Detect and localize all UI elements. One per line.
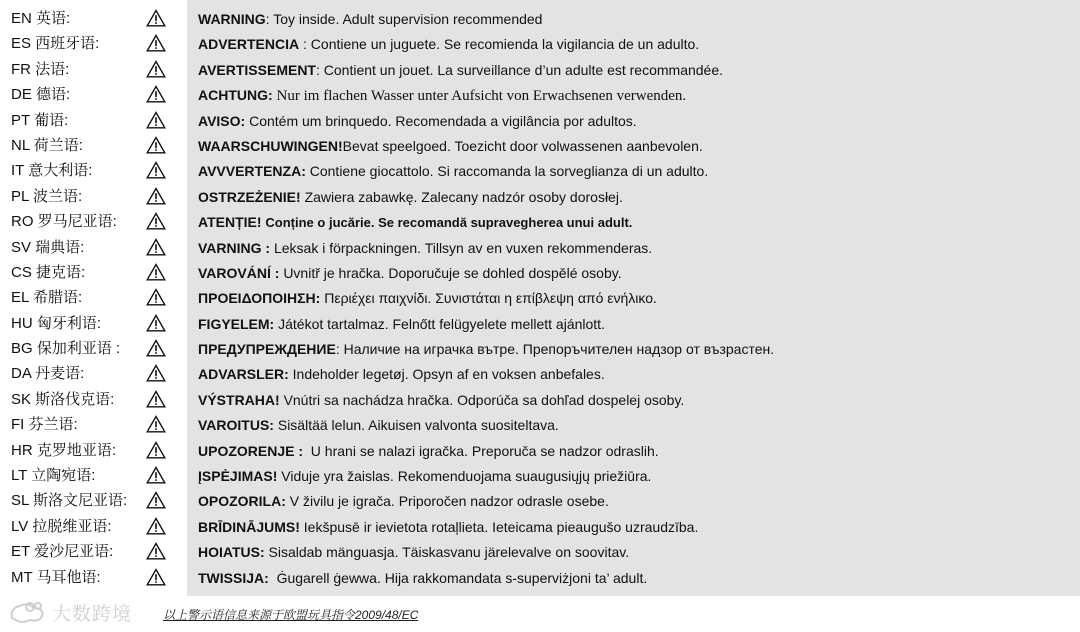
language-label: IT 意大利语: <box>11 162 93 180</box>
warning-triangle-icon <box>146 415 166 433</box>
warning-triangle-icon <box>146 136 166 154</box>
warning-body: Ġugarell ġewwa. Hija rakkomandata s-superviżjoni ta’ adult. <box>276 569 648 586</box>
warning-text <box>198 85 686 106</box>
warning-triangle-icon <box>146 60 166 78</box>
warning-label: AVERTISSEMENT <box>198 61 316 78</box>
language-label: RO 罗马尼亚语: <box>11 213 117 231</box>
warning-row <box>187 464 1080 489</box>
warning-body: Contient un jouet. La surveillance d’un adulte est recommandée. <box>323 61 724 78</box>
language-row <box>0 362 186 387</box>
warning-body: Sisältää lelun. Aikuisen valvonta suositeltava. <box>277 417 559 434</box>
warning-label: ADVARSLER: <box>198 366 289 383</box>
warning-label: ĮSPĖJIMAS! <box>198 468 278 485</box>
language-label: FI 芬兰语: <box>11 416 78 434</box>
warning-text <box>198 364 605 384</box>
warning-triangle-icon <box>146 441 166 459</box>
warning-triangle-icon <box>146 314 166 332</box>
warning-row <box>187 236 1080 261</box>
warning-text <box>198 466 651 486</box>
warning-label: AVISO: <box>198 112 246 129</box>
warning-text <box>198 288 657 308</box>
warning-body: Conține o jucărie. Se recomandă supravegherea unui adult. <box>265 215 633 231</box>
language-label: ES 西班牙语: <box>11 35 100 53</box>
warning-text <box>198 542 629 562</box>
warning-separator <box>303 443 311 459</box>
language-label: EN 英语: <box>11 10 71 27</box>
language-row <box>0 566 186 591</box>
language-row <box>0 464 186 489</box>
warning-text <box>198 314 605 334</box>
warning-row <box>187 388 1080 413</box>
warning-row <box>187 413 1080 438</box>
language-label: SL 斯洛文尼亚语: <box>11 492 128 510</box>
warning-label: ACHTUNG: <box>198 87 273 104</box>
warning-row <box>187 312 1080 337</box>
warning-body: Viduje yra žaislas. Rekomenduojama suaugusiųjų priežiūra. <box>281 468 652 485</box>
warning-text <box>198 161 708 181</box>
warning-triangle-icon <box>146 288 166 306</box>
warning-separator <box>269 570 277 586</box>
warning-triangle-icon <box>146 542 166 560</box>
warning-triangle-icon <box>146 161 166 179</box>
warning-row <box>187 286 1080 311</box>
warning-body: Contiene giocattolo. Si raccomanda la sorveglianza di un adulto. <box>309 163 709 180</box>
warning-row <box>187 566 1080 591</box>
warning-label: ATENȚIE! <box>198 214 262 231</box>
warning-body: Leksak i förpackningen. Tillsyn av en vuxen rekommenderas. <box>273 239 653 256</box>
language-label: PL 波兰语: <box>11 187 83 205</box>
language-row <box>0 413 186 438</box>
warning-row <box>187 515 1080 540</box>
language-row <box>0 58 186 83</box>
warning-row <box>187 489 1080 514</box>
warning-triangle-icon <box>146 111 166 129</box>
language-label: HR 克罗地亚语: <box>11 441 117 459</box>
warning-text <box>198 238 652 258</box>
warning-row <box>187 7 1080 32</box>
warning-text <box>198 212 632 233</box>
warning-label: VÝSTRAHA! <box>198 391 280 408</box>
warning-text <box>198 339 774 359</box>
language-label: DE 德语: <box>11 86 71 104</box>
warning-body: Vnútri sa nachádza hračka. Odporúča sa dohľad dospelej osoby. <box>283 391 685 408</box>
language-row <box>0 210 186 235</box>
warning-label: VAROVÁNÍ : <box>198 264 280 281</box>
warning-label: AVVVERTENZA: <box>198 163 306 180</box>
warning-row <box>187 83 1080 108</box>
language-row <box>0 7 186 32</box>
warning-triangle-icon <box>146 238 166 256</box>
language-row <box>0 439 186 464</box>
warning-label: BRĪDINĀJUMS! <box>198 518 300 535</box>
warning-label: VARNING : <box>198 239 271 256</box>
language-column <box>0 7 186 591</box>
warning-body: Contém um brinquedo. Recomendada a vigilância por adultos. <box>249 112 637 129</box>
source-note: 以上警示语信息来源于欧盟玩具指令2009/48/EC <box>163 608 419 622</box>
warning-text <box>198 111 637 131</box>
brand-logo <box>8 599 132 625</box>
warning-label: UPOZORENJE : <box>198 442 304 459</box>
warning-label: ΠΡΟΕΙΔΟΠΟΙΗΣΗ: <box>198 290 321 307</box>
warning-label: FIGYELEM: <box>198 315 275 332</box>
language-label: SK 斯洛伐克语: <box>11 390 115 408</box>
language-row <box>0 159 186 184</box>
language-label: CS 捷克语: <box>11 263 86 281</box>
language-row <box>0 540 186 565</box>
warning-body: Περιέχει παιχνίδι. Συνιστάται η επίβλεψη από ενήλικο. <box>324 290 657 307</box>
language-row <box>0 261 186 286</box>
footer <box>0 598 1080 632</box>
language-label: EL 希腊语: <box>11 289 83 307</box>
language-row <box>0 489 186 514</box>
warning-body: V živilu je igrača. Priporočen nadzor odrasle osebe. <box>289 493 609 510</box>
language-label: ET 爱沙尼亚语: <box>11 543 114 561</box>
language-label: DA 丹麦语: <box>11 365 85 383</box>
language-row <box>0 312 186 337</box>
warning-text <box>198 517 698 537</box>
warning-separator: : <box>315 61 324 78</box>
language-row <box>0 515 186 540</box>
warning-text-panel <box>187 0 1080 596</box>
warning-triangle-icon <box>146 187 166 205</box>
warning-body: Bevat speelgoed. Toezicht door volwassenen aanbevolen. <box>342 137 703 154</box>
warning-text <box>198 568 647 588</box>
warning-row <box>187 32 1080 57</box>
warning-text <box>198 263 622 283</box>
warning-text <box>198 9 542 29</box>
warning-body: Játékot tartalmaz. Felnőtt felügyelete mellett ajánlott. <box>278 315 605 332</box>
language-label: BG 保加利亚语 : <box>11 340 121 358</box>
warning-body: Contiene un juguete. Se recomienda la vigilancia de un adulto. <box>310 36 700 53</box>
warning-triangle-icon <box>146 85 166 103</box>
warning-separator: : <box>299 36 311 53</box>
warning-triangle-icon <box>146 212 166 230</box>
language-row <box>0 236 186 261</box>
warning-body: Toy inside. Adult supervision recommended <box>273 11 543 27</box>
warning-label: HOIATUS: <box>198 544 265 561</box>
warning-text <box>198 441 659 461</box>
warning-body: Iekšpusē ir ievietota rotaļlieta. Ieteicama pieaugušo uzraudzība. <box>303 518 699 535</box>
warning-triangle-icon <box>146 339 166 357</box>
warning-body: Наличие на играчка вътре. Препоръчителен надзор от възрастен. <box>343 341 775 358</box>
warning-body: Indeholder legetøj. Opsyn af en voksen anbefales. <box>292 366 605 383</box>
warning-body: Nur im flachen Wasser unter Aufsicht von Erwachsenen verwenden. <box>276 88 687 105</box>
language-label: MT 马耳他语: <box>11 568 101 586</box>
warning-triangle-icon <box>146 263 166 281</box>
warning-row <box>187 210 1080 235</box>
language-label: FR 法语: <box>11 60 70 78</box>
warning-triangle-icon <box>146 517 166 535</box>
language-label: LT 立陶宛语: <box>11 467 96 485</box>
logo-text: 大数跨境 <box>52 603 133 625</box>
warning-body: Sisaldab mänguasja. Täiskasvanu järelevalve on soovitav. <box>268 544 630 561</box>
warning-row <box>187 134 1080 159</box>
warning-triangle-icon <box>146 390 166 408</box>
language-row <box>0 134 186 159</box>
warning-triangle-icon <box>146 34 166 52</box>
warning-row <box>187 362 1080 387</box>
warning-triangle-icon <box>146 9 166 27</box>
warning-text <box>198 60 723 80</box>
warning-text-list <box>187 7 1080 591</box>
warning-row <box>187 159 1080 184</box>
warning-label: VAROITUS: <box>198 417 274 434</box>
language-label: SV 瑞典语: <box>11 238 85 256</box>
warning-triangle-icon <box>146 466 166 484</box>
warning-label: ADVERTENCIA <box>198 36 300 53</box>
language-row <box>0 32 186 57</box>
language-label: PT 葡语: <box>11 111 69 129</box>
language-label: NL 荷兰语: <box>11 136 83 154</box>
warning-text <box>198 415 559 435</box>
warning-triangle-icon <box>146 568 166 586</box>
warning-body: Zawiera zabawkę. Zalecany nadzór osoby dorosłej. <box>304 188 623 205</box>
warning-label: ПРЕДУПРЕЖДЕНИЕ <box>198 341 336 358</box>
logo-bubble-icon <box>8 600 48 624</box>
language-row <box>0 185 186 210</box>
language-row <box>0 388 186 413</box>
warning-body: U hrani se nalazi igračka. Preporuča se nadzor odraslih. <box>310 442 659 459</box>
warning-separator: : <box>265 11 274 27</box>
warning-text <box>198 390 684 410</box>
warning-text <box>198 34 699 54</box>
language-label: LV 拉脱维亚语: <box>11 517 112 535</box>
warning-label: OPOZORILA: <box>198 493 286 510</box>
warning-label: WAARSCHUWINGEN! <box>198 137 343 154</box>
warning-triangle-icon <box>146 364 166 382</box>
warning-triangle-icon <box>146 491 166 509</box>
warning-text <box>198 136 703 156</box>
language-row <box>0 83 186 108</box>
warning-label: WARNING <box>198 11 266 27</box>
language-row <box>0 286 186 311</box>
warning-text <box>198 187 623 207</box>
warning-label: OSTRZEŻENIE! <box>198 188 301 205</box>
warning-row <box>187 337 1080 362</box>
warning-row <box>187 540 1080 565</box>
language-row <box>0 337 186 362</box>
warning-separator: : <box>335 341 344 358</box>
warning-row <box>187 261 1080 286</box>
warning-text <box>198 491 609 511</box>
warning-row <box>187 58 1080 83</box>
warning-row <box>187 185 1080 210</box>
warning-row <box>187 439 1080 464</box>
language-row <box>0 109 186 134</box>
warning-body: Uvnitř je hračka. Doporučuje se dohled dospělé osoby. <box>283 264 622 281</box>
warning-label: TWISSIJA: <box>198 569 269 586</box>
warning-row <box>187 109 1080 134</box>
language-label: HU 匈牙利语: <box>11 314 102 332</box>
